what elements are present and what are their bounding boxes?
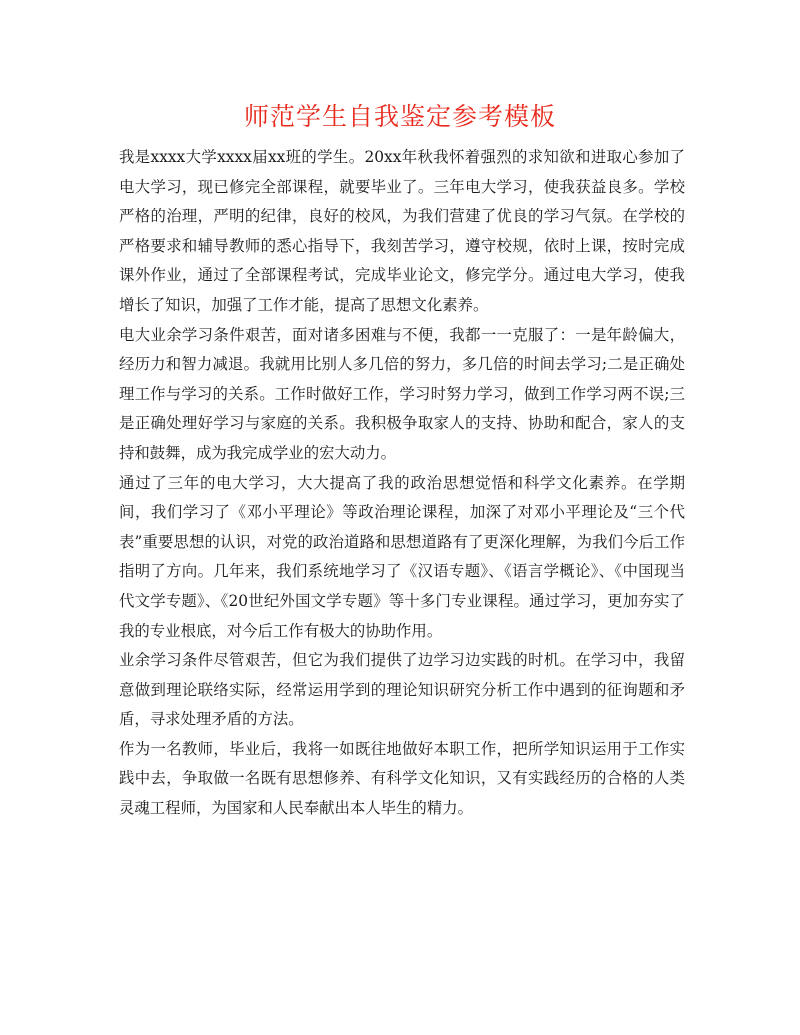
paragraph-3: 通过了三年的电大学习，大大提高了我的政治思想觉悟和科学文化素养。在学期间，我们学习了《邓小平理论》等政治理论课程，加深了对邓小平理论及“三个代表”重要思想的认识，对党的政治道路和思想道路有了更深化理解，为我们今后工作指明了方向。几年来，我们系统地学习了《汉语专题》、《语言学概论》、《中国现当代文学专题》、《20世纪外国文学专题》等十多门专业课程。通过学习，更加夯实了我的专业根底，对今后工作有极大的协助作用。 [119,473,685,640]
paragraph-1: 我是xxxx大学xxxx届xx班的学生。20xx年秋我怀着强烈的求知欲和进取心参加了电大学习，现已修完全部课程，就要毕业了。三年电大学习，使我获益良多。学校严格的治理，严明的纪律，良好的校风，为我们营建了优良的学习气氛。在学校的严格要求和辅导教师的悉心指导下，我刻苦学习，遵守校规，依时上课，按时完成课外作业，通过了全部课程考试，完成毕业论文，修完学分。通过电大学习，使我增长了知识，加强了工作才能，提高了思想文化素养。 [119,148,685,314]
document-body [119,143,685,824]
document-title: 师范学生自我鉴定参考模板 [243,102,556,131]
paragraph-5: 作为一名教师，毕业后，我将一如既往地做好本职工作，把所学知识运用于工作实践中去，争取做一名既有思想修养、有科学文化知识，又有实践经历的合格的人类灵魂工程师，为国家和人民奉献出本人毕生的精力。 [119,739,685,818]
paragraph-4: 业余学习条件尽管艰苦，但它为我们提供了边学习边实践的时机。在学习中，我留意做到理论联络实际，经常运用学到的理论知识研究分析工作中遇到的征询题和矛盾，寻求处理矛盾的方法。 [119,651,685,729]
paragraph-2: 电大业余学习条件艰苦，面对诸多困难与不便，我都一一克服了：一是年龄偏大，经历力和智力减退。我就用比别人多几倍的努力，多几倍的时间去学习;二是正确处理工作与学习的关系。工作时做好工作，学习时努力学习，做到工作学习两不误;三是正确处理好学习与家庭的关系。我积极争取家人的支持、协助和配合，家人的支持和鼓舞，成为我完成学业的宏大动力。 [119,325,685,462]
